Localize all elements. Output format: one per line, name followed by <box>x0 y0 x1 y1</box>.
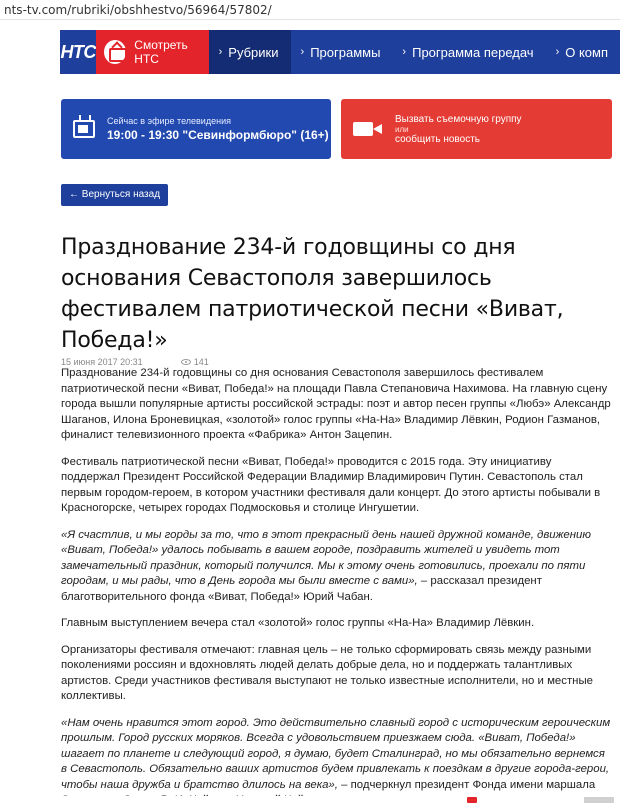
cropped-footer <box>0 796 620 804</box>
quote-attribution: – подчеркнул президент Фонда имени маршала <box>341 778 596 791</box>
on-air-program: 19:00 - 19:30 "Севинформбюро" (16+) <box>107 128 329 142</box>
call-crew-banner[interactable] <box>341 99 612 159</box>
article-paragraph: Празднование 234-й годовщины со дня основания Севастополя завершилось фестивалем патриотической песни «Виват, Победа!» на площади Павла Степановича Нахимова. На главную сцену города вышли популярные артисты российской эстрады: поэт и автор песен группы «Любэ» Александр Шаганов, Илона Броневицкая, «золотой» голос группы «На-На» Владимир Лёвкин, Родион Газманов, финалист телевизионного проекта «Фабрика» Антон Зацепин. <box>61 367 611 441</box>
back-button[interactable]: ← Вернуться назад <box>61 184 168 206</box>
on-air-banner[interactable] <box>61 99 331 159</box>
chevron-right-icon: › <box>218 46 223 58</box>
chevron-right-icon: › <box>555 46 560 58</box>
nts-logo[interactable]: НТС <box>60 41 96 62</box>
article-paragraph: Главным выступлением вечера стал «золотой» голос группы «На-На» Владимир Лёвкин. <box>61 617 535 629</box>
nav-item-programs[interactable] <box>291 30 393 74</box>
view-count: 141 <box>193 357 209 367</box>
nav-item-about[interactable] <box>546 30 620 74</box>
share-icon <box>584 797 614 803</box>
watch-nts-button[interactable] <box>96 30 208 74</box>
quote-text: «Я счастлив, и мы горды за то, что в этот прекрасный день нашей дружной команде, движению «Виват, Победа!» удалось побывать в вашем городе, поздравить жителей и увидеть тот замечательный праздник, который получился. Мы к этому очень готовились, проехали по пяти городам, и мы рады, что в День города мы были вместе с вами», <box>61 528 591 587</box>
eye-icon <box>181 359 191 365</box>
call-crew-line3: сообщить новость <box>395 133 480 145</box>
article-quote <box>61 716 613 804</box>
article-paragraph: Фестиваль патриотической песни «Виват, Победа!» проводится с 2015 года. Эту инициативу поддержал Президент Российской Федерации Владимир Владимирович Путин. Севастополь стал первым городом-героем, в котором участники фестиваля дали концерт. До этого артисты побывали в Красногорске, четырех городах Подмосковья и столице Ингушетии. <box>61 455 601 514</box>
chevron-right-icon: › <box>300 46 305 58</box>
nav-item-schedule[interactable] <box>392 30 545 74</box>
call-crew-line1: Вызвать съемочную группу <box>395 113 522 125</box>
nav-item-label: Программы <box>310 44 381 60</box>
tv-icon <box>73 120 95 138</box>
url-text: nts-tv.com/rubriki/obshhestvo/56964/57802/ <box>4 3 272 17</box>
nav-item-label: Рубрики <box>228 44 279 60</box>
chevron-right-icon: › <box>402 46 407 58</box>
nav-item-label: Программа передач <box>412 44 534 60</box>
call-crew-line2: или <box>395 124 409 134</box>
tv-play-icon <box>104 40 126 64</box>
main-nav <box>60 30 620 74</box>
quote-text: «Нам очень нравится этот город. Это действительно славный город с историческим героическим прошлым. Город русских моряков. Всегда с удовольствием приезжаем сюда. «Виват, Победа!» шагает по планете и следующий город, я думаю, будет Сталинград, но мы обязательно вернемся в Севастополь. Обязательно ваших артистов будем привлекать к поездкам в другие города-герои, чтобы наша дружба и братство длилось на века», <box>61 716 611 791</box>
address-bar[interactable] <box>0 0 620 20</box>
watch-nts-label: Смотреть НТС <box>134 38 188 66</box>
social-icon <box>467 797 477 803</box>
on-air-caption: Сейчас в эфире телевидения <box>107 116 231 126</box>
nav-item-label: О комп <box>565 44 608 60</box>
quote-attribution: – рассказал президент благотворительного фонда «Виват, Победа!» Юрий Чабан. <box>61 575 542 603</box>
article-title: Празднование 234-й годовщины со дня основания Севастополя завершилось фестивалем патриотической песни «Виват, Победа!» <box>61 235 564 353</box>
article-paragraph: Организаторы фестиваля отмечают: главная цель – не только сформировать связь между разными поколениями россиян и вдохновлять людей делать добрые дела, но и поддержать талантливых артистов. Среди участников фестиваля выступают не только известные исполнители, но и местные коллективы. <box>61 643 593 702</box>
article-quote <box>61 528 613 606</box>
article-date: 15 июня 2017 20:31 <box>61 357 143 367</box>
nav-item-rubriki[interactable] <box>209 30 291 74</box>
camera-icon <box>353 120 383 138</box>
article-body <box>61 366 613 804</box>
